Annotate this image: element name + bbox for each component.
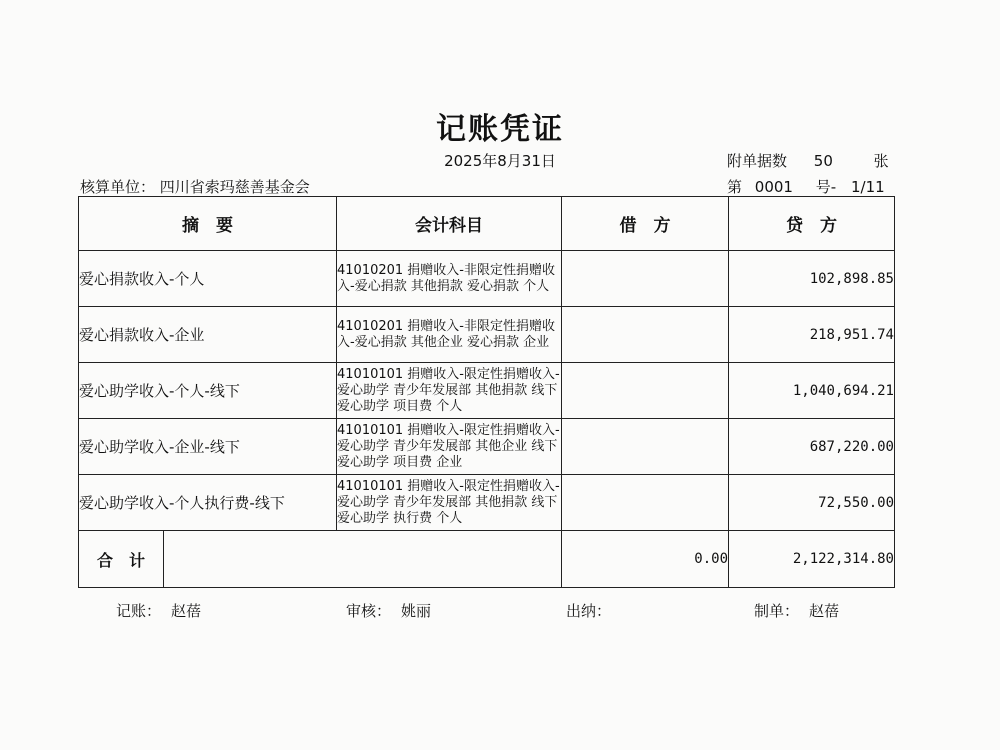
number-value: 0001 [754, 178, 793, 196]
row-account: 41010101 捐赠收入-限定性捐赠收入-爱心助学 青少年发展部 其他捐款 线下爱心助学 执行费 个人 [337, 475, 562, 531]
row-debit [562, 475, 729, 531]
row-summary: 爱心捐款收入-企业 [79, 307, 337, 363]
total-blank-cell [164, 531, 562, 588]
header-debit: 借 方 [562, 197, 729, 251]
reviewer-name: 姚丽 [401, 602, 432, 620]
attach-label: 附单据数 [727, 152, 788, 170]
unit-label: 核算单位： [80, 178, 156, 196]
row-account: 41010201 捐赠收入-非限定性捐赠收入-爱心捐款 其他捐款 爱心捐款 个人 [337, 251, 562, 307]
table-row [79, 475, 895, 531]
row-debit [562, 251, 729, 307]
row-summary: 爱心助学收入-个人执行费-线下 [79, 475, 337, 531]
row-debit [562, 419, 729, 475]
row-summary: 爱心助学收入-个人-线下 [79, 363, 337, 419]
voucher-table [78, 196, 895, 588]
bookkeeper-label: 记账： [116, 602, 162, 620]
attach-unit: 张 [873, 152, 889, 170]
voucher-date: 2025年8月31日 [444, 152, 556, 170]
row-debit [562, 307, 729, 363]
bookkeeper-name: 赵蓓 [171, 602, 202, 620]
attach-number: 50 [813, 152, 833, 170]
attachment-count [727, 150, 889, 171]
row-debit [562, 363, 729, 419]
reviewer-signature [346, 600, 431, 621]
row-summary: 爱心捐款收入-个人 [79, 251, 337, 307]
cashier-label: 出纳： [566, 602, 612, 620]
row-account: 41010101 捐赠收入-限定性捐赠收入-爱心助学 青少年发展部 其他企业 线下爱心助学 项目费 企业 [337, 419, 562, 475]
row-account: 41010101 捐赠收入-限定性捐赠收入-爱心助学 青少年发展部 其他捐款 线下爱心助学 项目费 个人 [337, 363, 562, 419]
preparer-name: 赵蓓 [809, 602, 840, 620]
reviewer-label: 审核： [346, 602, 392, 620]
bookkeeper-signature [116, 600, 201, 621]
unit-name: 四川省索玛慈善基金会 [159, 178, 310, 196]
voucher-number [727, 176, 885, 197]
table-row [79, 251, 895, 307]
number-suffix: 号- [815, 178, 837, 196]
total-row [79, 531, 895, 588]
cashier-signature [566, 600, 621, 621]
preparer-signature [754, 600, 839, 621]
total-label: 合 计 [79, 531, 164, 588]
table-row [79, 363, 895, 419]
row-credit: 1,040,694.21 [729, 363, 895, 419]
row-credit: 218,951.74 [729, 307, 895, 363]
table-row [79, 307, 895, 363]
page-indicator: 1/11 [850, 178, 885, 196]
row-credit: 102,898.85 [729, 251, 895, 307]
header-account: 会计科目 [337, 197, 562, 251]
table-header-row [79, 197, 895, 251]
row-account: 41010201 捐赠收入-非限定性捐赠收入-爱心捐款 其他企业 爱心捐款 企业 [337, 307, 562, 363]
preparer-label: 制单： [754, 602, 800, 620]
total-debit: 0.00 [562, 531, 729, 588]
row-summary: 爱心助学收入-企业-线下 [79, 419, 337, 475]
table-row [79, 419, 895, 475]
accounting-unit [80, 176, 310, 197]
row-credit: 72,550.00 [729, 475, 895, 531]
number-prefix: 第 [727, 178, 743, 196]
header-summary: 摘 要 [79, 197, 337, 251]
voucher-title: 记账凭证 [436, 112, 564, 147]
row-credit: 687,220.00 [729, 419, 895, 475]
header-credit: 贷 方 [729, 197, 895, 251]
total-credit: 2,122,314.80 [729, 531, 895, 588]
